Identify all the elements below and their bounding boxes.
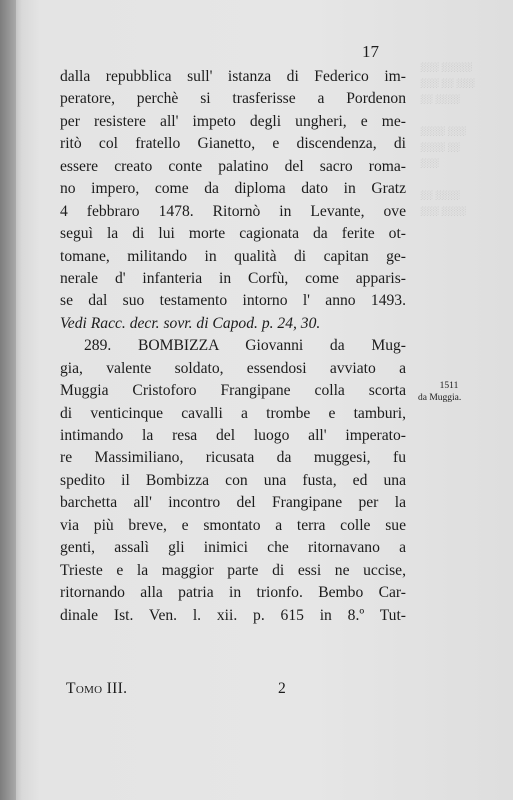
volume-signature: Tomo III. xyxy=(66,680,128,697)
margin-place: da Muggia. xyxy=(418,393,462,403)
text-line: nerale d' infanteria in Corfù, come apparis- xyxy=(60,269,406,287)
margin-note xyxy=(418,380,480,404)
entry-heading-line: 289. BOMBIZZA Giovanni da Mug- xyxy=(84,337,406,355)
body-text xyxy=(60,66,406,627)
text-line: Muggia Cristoforo Frangipane colla scorta xyxy=(60,382,406,400)
text-line: essere creato conte palatino del sacro roma- xyxy=(60,157,406,175)
text-line: ritò col fratello Gianetto, e discendenza, di xyxy=(60,135,406,153)
text-line: per resistere all' impeto degli ungheri, e me- xyxy=(60,112,406,130)
text-line: genti, assalì gli inimici che ritornavano a xyxy=(60,539,406,557)
text-line: 4 febbraro 1478. Ritornò in Levante, ove xyxy=(60,202,406,220)
show-through-text: ░░░░░ ░░░ ░░░ ░░ ░░░ ░░░░ ░░ ░░░ ░░░░ ░░ ░░░░ ░░░ ░░░░ ░░ ░░░░ ░░░ xyxy=(420,63,475,216)
text-line: seguì la di lui morte cagionata da ferite ot- xyxy=(60,225,406,243)
text-line: peratore, perchè si trasferisse a Pordenon xyxy=(60,90,406,108)
text-line: intimando la resa del luogo all' imperato- xyxy=(60,427,406,444)
text-line: Trieste e la maggior parte di essi ne uccise, xyxy=(60,561,406,579)
text-line: dinale Ist. Ven. l. xii. p. 615 in 8.º Tut- xyxy=(60,606,406,624)
text-line: no impero, come da diploma dato in Gratz xyxy=(60,180,406,198)
page-number: 17 xyxy=(362,42,379,61)
text-line: tomane, militando in qualità di capitan ge- xyxy=(60,247,406,265)
text-line: di venticinque cavalli a trombe e tamburi, xyxy=(60,404,406,422)
text-line: ritornando alla patria in trionfo. Bembo Car- xyxy=(60,584,406,602)
signature-mark: 2 xyxy=(278,680,286,697)
text-line: se dal suo testamento intorno l' anno 1493. xyxy=(60,292,406,310)
text-line: via più breve, e smontato a terra colle sue xyxy=(60,516,406,534)
text-line: spedito il Bombizza con una fusta, ed una xyxy=(60,471,406,489)
book-gutter xyxy=(0,0,16,800)
margin-year: 1511 xyxy=(439,381,459,391)
text-line: barchetta all' incontro del Frangipane per la xyxy=(60,494,406,512)
citation-line: Vedi Racc. decr. sovr. di Capod. p. 24, 30. xyxy=(60,314,321,332)
text-line: re Massimiliano, ricusata da muggesi, fu xyxy=(60,449,406,467)
text-line: dalla repubblica sull' istanza di Federico im- xyxy=(60,68,406,85)
text-line: gia, valente soldato, essendosi avviato a xyxy=(60,359,406,377)
